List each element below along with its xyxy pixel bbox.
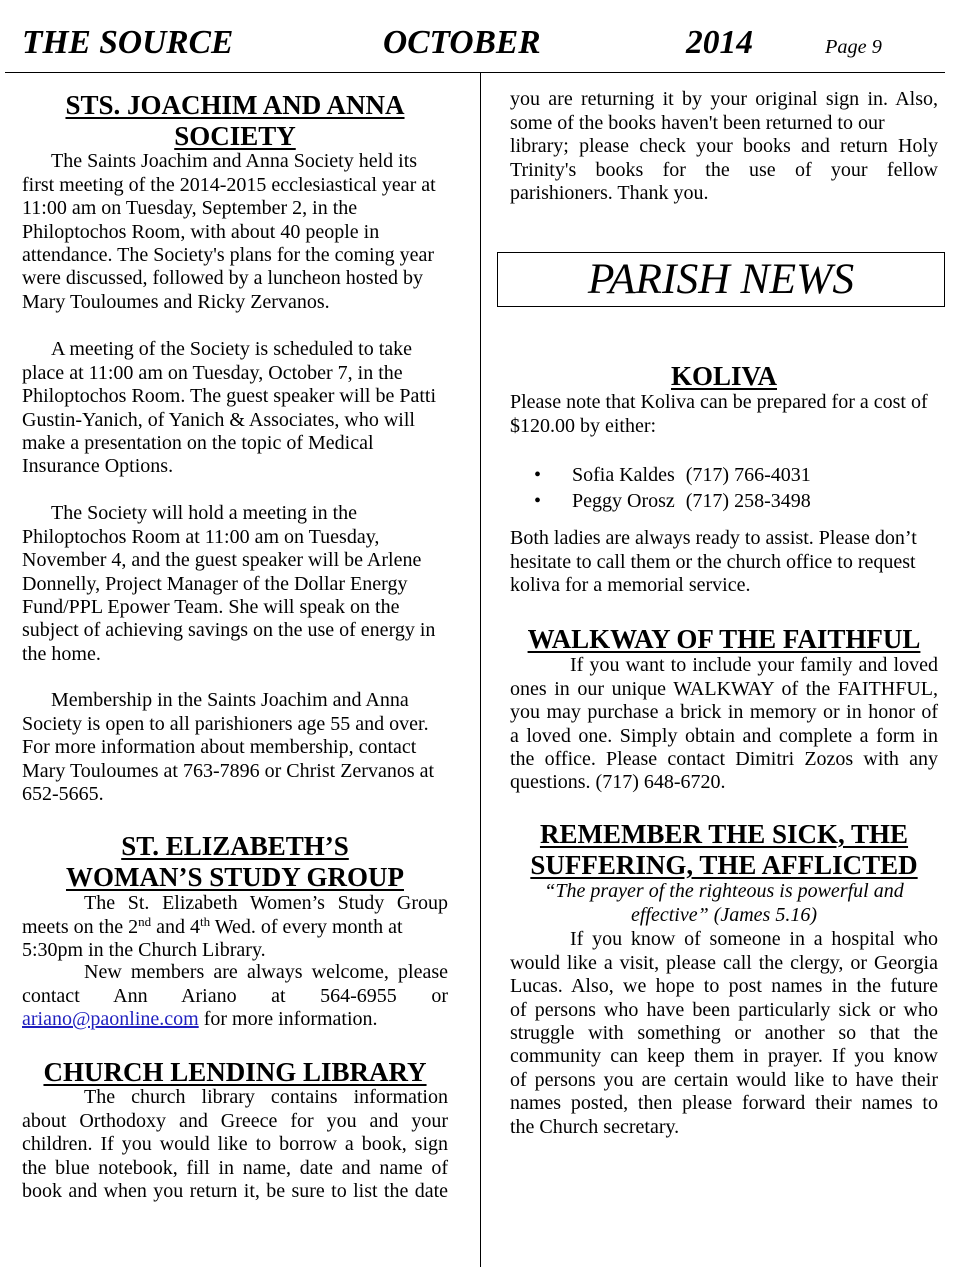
contact-name: Peggy Orosz (572, 490, 675, 512)
text-line: Membership in the Saints Joachim and Anna (51, 689, 409, 712)
text-line: koliva for a memorial service. (510, 574, 751, 597)
text-line: Lucas. Also, we hope to post names in the future (510, 975, 938, 998)
text-line: New members are always welcome, please (84, 961, 448, 984)
remember-the-sick-heading (510, 819, 938, 881)
schedule-text: and 4 (151, 915, 200, 938)
text-line: Mary Touloumes and Ricky Zervanos. (22, 290, 330, 313)
text-line: The St. Elizabeth Women’s Study Group (84, 892, 448, 915)
ordinal-suffix: nd (138, 913, 152, 929)
contact-name: Sofia Kaldes (572, 464, 675, 486)
text-line: first meeting of the 2014-2015 ecclesiastical year at (22, 173, 436, 196)
heading-line: ST. ELIZABETH’S (121, 830, 349, 861)
text-line: Trinity's books for the use of your fellow (510, 158, 938, 181)
text-line: library; please check your books and return Holy (510, 135, 938, 158)
schedule-text: meets on the 2 (22, 915, 139, 938)
text-line: Philoptochos Room, with about 40 people in (22, 220, 380, 243)
text-line: community can keep them in prayer. If you know (510, 1045, 938, 1068)
text-line: would like a visit, please call the clergy, or Georgia (510, 951, 938, 974)
joachim-paragraph-1 (22, 150, 448, 314)
text-line: Please note that Koliva can be prepared for a cost of (510, 391, 928, 414)
schedule-text: Wed. of every month at (210, 915, 403, 938)
walkway-heading: WALKWAY OF THE FAITHFUL (527, 623, 921, 654)
study-group-heading (22, 831, 448, 893)
text-line: For more information about membership, contact (22, 736, 417, 759)
text-line: some of the books haven't been returned to our (510, 111, 885, 134)
text-line: A meeting of the Society is scheduled to take (51, 338, 413, 361)
issue-month: OCTOBER (383, 24, 541, 61)
text-line: 652-5665. (22, 782, 104, 805)
column-divider (480, 72, 481, 1267)
heading-line: WOMAN’S STUDY GROUP (65, 861, 404, 892)
koliva-contact-list (510, 462, 938, 514)
text-line: Philoptochos Room. The guest speaker will be Patti (22, 385, 437, 408)
text-line: ones in our unique WALKWAY of the FAITHFUL, (510, 677, 938, 700)
text-line: 11:00 am on Tuesday, September 2, in the (22, 197, 358, 220)
text-line: Donnelly, Project Manager of the Dollar Energy (22, 572, 408, 595)
text-line: the home. (22, 642, 101, 665)
scripture-quote (510, 880, 938, 927)
joachim-society-heading (22, 90, 448, 152)
contact-phone: (717) 766-4031 (685, 464, 811, 486)
text-line: make a presentation on the topic of Medical (22, 431, 374, 454)
text-line: 5:30pm in the Church Library. (22, 939, 266, 962)
joachim-paragraph-2 (22, 338, 448, 478)
study-group-contact (22, 961, 448, 1031)
text-line: subject of achieving savings on the use of energy in (22, 619, 436, 642)
heading-line: REMEMBER THE SICK, THE (539, 818, 909, 849)
quote-line: effective” (James 5.16) (630, 903, 818, 926)
heading-line: STS. JOACHIM AND ANNA (65, 89, 405, 120)
text-line: questions. (717) 648-6720. (510, 771, 726, 794)
text-line: contact Ann Ariano at 564-6955 or (22, 984, 448, 1007)
text-line: you are returning it by your original sign in. Also, (510, 88, 938, 111)
text-line: If you know of someone in a hospital who (570, 928, 938, 951)
text-line: of persons who have been particularly sick or who (510, 998, 938, 1021)
parish-news-banner: PARISH NEWS (497, 252, 945, 307)
text-line: parishioners. Thank you. (510, 181, 709, 204)
study-group-schedule (22, 892, 448, 962)
koliva-closing (510, 527, 938, 597)
text-line (22, 1008, 448, 1031)
text-line: The church library contains information (84, 1086, 448, 1109)
issue-year: 2014 (686, 24, 753, 61)
text-line: $120.00 by either: (510, 414, 657, 437)
text-line: attendance. The Society's plans for the coming year (22, 243, 434, 266)
text-line: Insurance Options. (22, 455, 174, 478)
text-line: children. If you would like to borrow a book, sign (22, 1133, 448, 1156)
remember-the-sick-paragraph (510, 928, 938, 1139)
text-line: struggle with something or another so that the (510, 1021, 938, 1044)
text-line: The Society will hold a meeting in the (51, 502, 358, 525)
text-line: about Orthodoxy and Greece for you and your (22, 1109, 448, 1132)
library-paragraph (22, 1086, 448, 1203)
ordinal-suffix: th (199, 913, 211, 929)
koliva-contact-item (510, 488, 938, 514)
koliva-intro (510, 391, 938, 438)
text-line (22, 913, 448, 939)
contact-text: for more information. (198, 1008, 378, 1031)
quote-line: “The prayer of the righteous is powerful and (544, 880, 904, 903)
text-line: the blue notebook, fill in name, date and name of (22, 1156, 448, 1179)
joachim-paragraph-4 (22, 689, 448, 806)
contact-phone: (717) 258-3498 (685, 490, 811, 512)
text-line: If you want to include your family and loved (570, 654, 938, 677)
koliva-heading: KOLIVA (670, 360, 778, 391)
koliva-contact-item (510, 462, 938, 488)
text-line: The Saints Joachim and Anna Society held its (51, 150, 418, 173)
walkway-paragraph (510, 654, 938, 794)
text-line: Both ladies are always ready to assist. Please don’t (510, 527, 917, 550)
publication-title: THE SOURCE (22, 24, 234, 61)
email-link[interactable]: ariano@paonline.com (22, 1008, 199, 1031)
library-paragraph-continued (510, 88, 938, 205)
text-line: of persons you are certain would like to have their (510, 1068, 938, 1091)
header-rule (5, 72, 945, 73)
page-number: Page 9 (825, 36, 882, 58)
text-line: Gustin-Yanich, of Yanich & Associates, who will (22, 408, 415, 431)
heading-line: SUFFERING, THE AFFLICTED (530, 849, 918, 880)
text-line: the Church secretary. (510, 1115, 680, 1138)
text-line: Mary Touloumes at 763-7896 or Christ Zervanos at (22, 759, 435, 782)
text-line: a loved one. Simply obtain and complete a form in (510, 724, 938, 747)
text-line: Society is open to all parishioners age 55 and over. (22, 712, 429, 735)
text-line: were discussed, followed by a luncheon hosted by (22, 267, 424, 290)
library-heading: CHURCH LENDING LIBRARY (43, 1056, 427, 1087)
text-line: place at 11:00 am on Tuesday, October 7, in the (22, 361, 403, 384)
text-line: hesitate to call them or the church office to request (510, 550, 916, 573)
bullet-icon: • (534, 490, 542, 512)
text-line: the office. Please contact Dimitri Zozos with any (510, 747, 938, 770)
text-line: you may purchase a brick in memory or in honor of (510, 701, 938, 724)
text-line: book and when you return it, be sure to list the date (22, 1179, 448, 1202)
bullet-icon: • (534, 464, 542, 486)
heading-line: SOCIETY (174, 120, 296, 151)
joachim-paragraph-3 (22, 502, 448, 666)
text-line: Fund/PPL Epower Team. She will speak on the (22, 595, 400, 618)
text-line: names posted, then please forward their names to (510, 1092, 938, 1115)
text-line: Philoptochos Room at 11:00 am on Tuesday, (22, 525, 380, 548)
text-line: November 4, and the guest speaker will be Arlene (22, 549, 422, 572)
